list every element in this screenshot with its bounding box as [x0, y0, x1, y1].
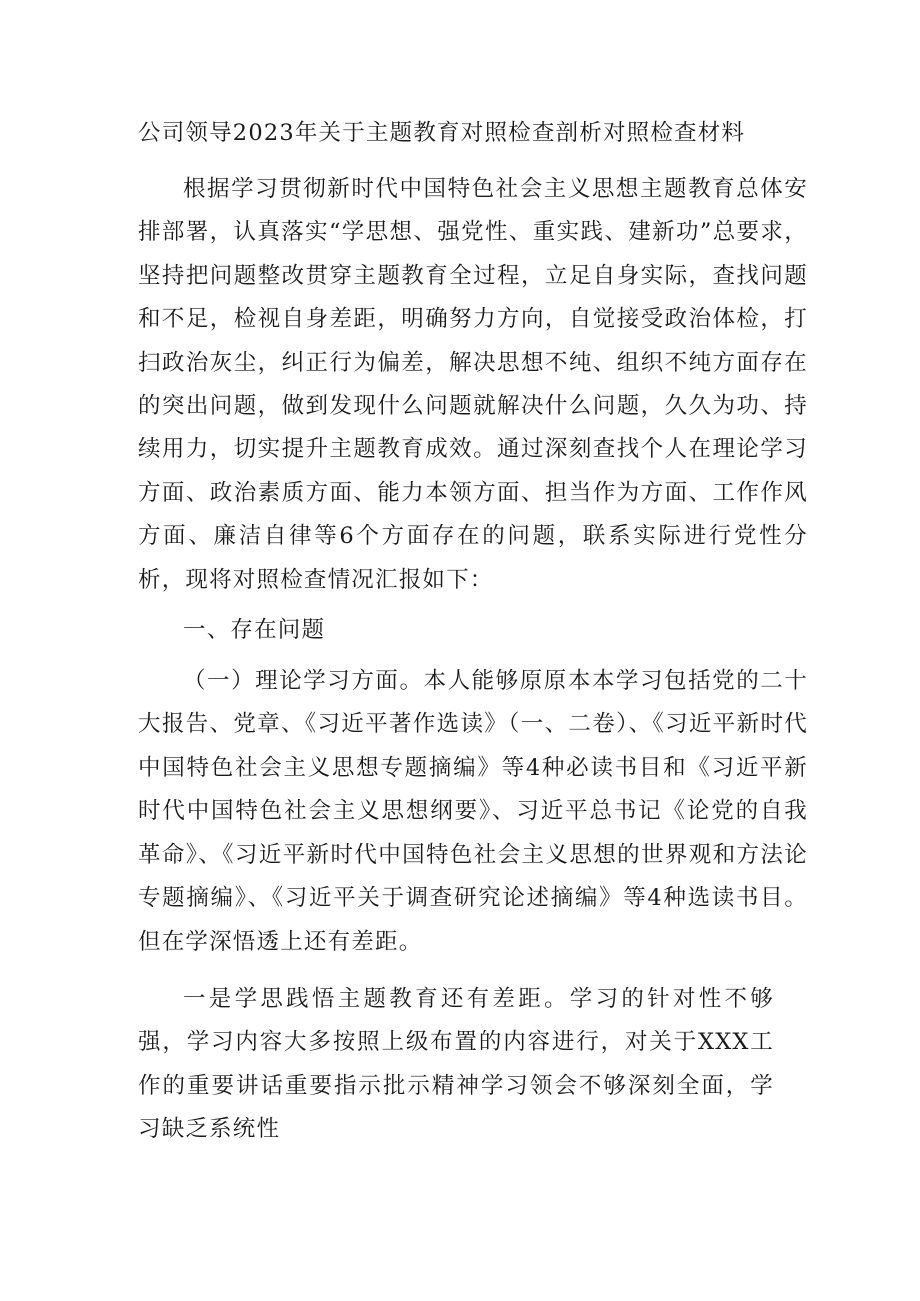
intro-paragraph: 根据学习贯彻新时代中国特色社会主义思想主题教育总体安排部署，认真落实“学思想、强党性、重实践、建新功”总要求，坚持把问题整改贯穿主题教育全过程，立足自身实际，查找问题和不足，检视自身差距，明确努力方向，自觉接受政治体检，打扫政治灰尘，纠正行为偏差，解决思想不纯、组织不纯方面存在的突出问题，做到发现什么问题就解决什么问题，久久为功、持续用力，切实提升主题教育成效。通过深刻查找个人在理论学习方面、政治素质方面、能力本领方面、担当作为方面、工作作风方面、廉洁自律等6个方面存在的问题，联系实际进行党性分析，现将对照检查情况汇报如下：: [138, 176, 808, 593]
theory-study-paragraph: （一）理论学习方面。本人能够原原本本学习包括党的二十大报告、党章、《习近平著作选读》（一、二卷）、《习近平新时代中国特色社会主义思想专题摘编》等4种必读书目和《习近平新时代中国特色社会主义思想纲要》、习近平总书记《论党的自我革命》、《习近平新时代中国特色社会主义思想的世界观和方法论专题摘编》、《习近平关于调查研究论述摘编》等4种选读书目。但在学深悟透上还有差距。: [138, 668, 808, 955]
section-heading: 一、存在问题: [183, 617, 326, 644]
subitem-paragraph: 一是学思践悟主题教育还有差距。学习的针对性不够强，学习内容大多按照上级布置的内容进行，对关于XXX工作的重要讲话重要指示批示精神学习领会不够深刻全面，学习缺乏系统性: [138, 985, 774, 1143]
document-title: 公司领导2023年关于主题教育对照检查剖析对照检查材料: [138, 120, 746, 146]
